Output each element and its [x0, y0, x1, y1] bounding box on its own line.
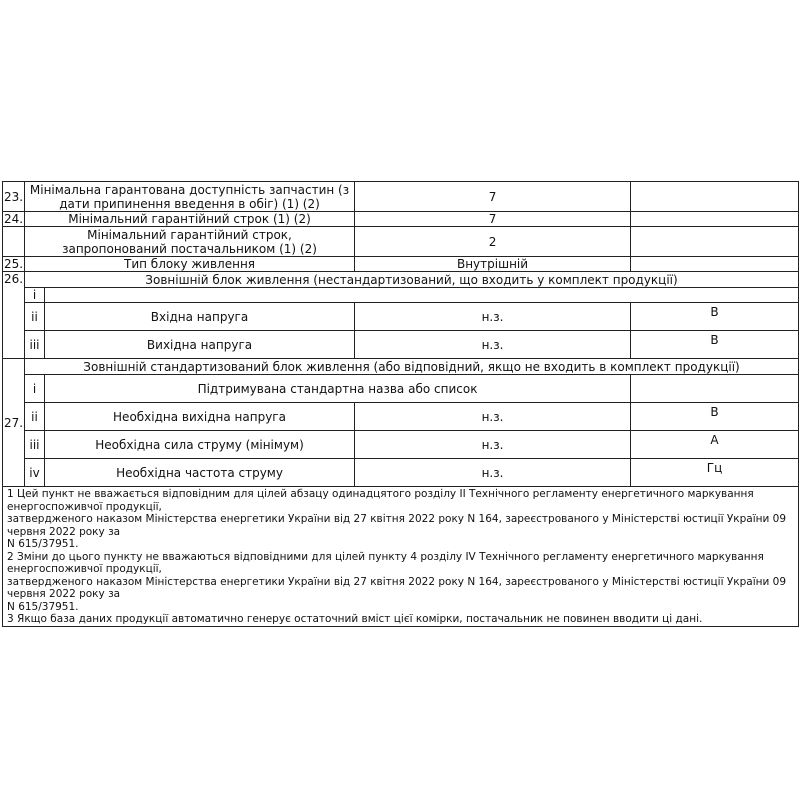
footnote-line: N 615/37951. — [7, 600, 79, 613]
row-unit: В — [631, 303, 799, 331]
row-number: 25. — [3, 257, 24, 271]
row-unit: А — [631, 431, 799, 459]
sub-index: ii — [25, 403, 45, 431]
footnote-line: затвердженого наказом Міністерства енергетики України від 27 квітня 2022 року N 164, зареєстрованого у Міністерстві юстиції України 09 червня 2022 року за — [7, 513, 786, 538]
row-value: н.з. — [355, 403, 631, 431]
row-value: Внутрішній — [355, 257, 631, 272]
table-row — [3, 272, 799, 288]
sub-index: iii — [25, 331, 45, 359]
row-extra — [631, 257, 799, 272]
row-value: 7 — [355, 182, 631, 212]
sub-index: iv — [25, 459, 45, 487]
section-header: Зовнішній стандартизований блок живлення (або відповідний, якщо не входить в комплект продукції) — [25, 359, 799, 375]
row-label: Необхідна вихідна напруга — [45, 403, 355, 431]
table-row — [3, 431, 799, 459]
sub-index: i — [25, 375, 45, 403]
sub-index: iii — [25, 431, 45, 459]
row-label: Тип блоку живлення — [25, 257, 355, 272]
row-label: Підтримувана стандартна назва або список — [45, 375, 631, 403]
table-row — [3, 331, 799, 359]
row-extra — [631, 212, 799, 227]
row-label — [45, 288, 799, 303]
row-label: Мінімальний гарантійний строк (1) (2) — [25, 212, 355, 227]
row-label: Необхідна сила струму (мінімум) — [45, 431, 355, 459]
row-unit: Гц — [631, 459, 799, 487]
footnote-line: 1 Цей пункт не вважається відповідним для цілей абзацу одинадцятого розділу II Технічного регламенту енергетичного маркування енергоспоживчої продукції, — [7, 488, 754, 513]
row-number: 23. — [3, 182, 25, 212]
row-value: н.з. — [355, 303, 631, 331]
footnote-line: N 615/37951. — [7, 538, 79, 550]
row-unit: В — [631, 403, 799, 431]
row-unit — [631, 375, 799, 403]
footnote-line: 2 Зміни до цього пункту не вважаються відповідними для цілей пункту 4 розділу IV Технічного регламенту енергетичного маркування енергоспоживчої продукції, — [7, 550, 764, 575]
footnotes — [3, 487, 798, 626]
product-info-sheet — [2, 181, 798, 627]
row-number — [3, 227, 25, 257]
table-row — [3, 375, 799, 403]
row-extra — [631, 227, 799, 257]
table-row — [3, 359, 799, 375]
table-row — [3, 288, 799, 303]
product-info-table — [2, 181, 799, 627]
row-label: Необхідна частота струму — [45, 459, 355, 487]
row-value: н.з. — [355, 331, 631, 359]
row-value: н.з. — [355, 459, 631, 487]
sub-index: i — [25, 288, 45, 303]
footnotes-row — [3, 487, 799, 627]
footnote-line: затвердженого наказом Міністерства енергетики України від 27 квітня 2022 року N 164, зареєстрованого у Міністерстві юстиції України 09 червня 2022 року за — [7, 575, 786, 600]
table-row — [3, 182, 799, 212]
table-row — [3, 403, 799, 431]
row-number: 24. — [3, 212, 24, 226]
row-number: 27. — [3, 359, 25, 487]
table-row — [3, 303, 799, 331]
row-label: Вихідна напруга — [45, 331, 355, 359]
table-row — [3, 212, 799, 227]
footnotes-cell — [3, 487, 799, 627]
row-label: Мінімальний гарантійний строк, запропонований постачальником (1) (2) — [25, 227, 355, 257]
table-row — [3, 459, 799, 487]
row-value: 7 — [355, 212, 631, 227]
table-row — [3, 227, 799, 257]
row-number: 26. — [3, 272, 25, 359]
table-row — [3, 257, 799, 272]
row-value: 2 — [355, 227, 631, 257]
row-label: Вхідна напруга — [45, 303, 355, 331]
sub-index: ii — [25, 303, 45, 331]
row-extra — [631, 182, 799, 212]
row-label: Мінімальна гарантована доступність запчастин (з дати припинення введення в обіг) (1) (2) — [25, 182, 355, 212]
row-unit: В — [631, 331, 799, 359]
row-value: н.з. — [355, 431, 631, 459]
section-header: Зовнішній блок живлення (нестандартизований, що входить у комплект продукції) — [25, 272, 799, 288]
footnote-line: 3 Якщо база даних продукції автоматично генерує остаточний вміст цієї комірки, постачальник не повинен вводити ці дані. — [7, 613, 703, 625]
